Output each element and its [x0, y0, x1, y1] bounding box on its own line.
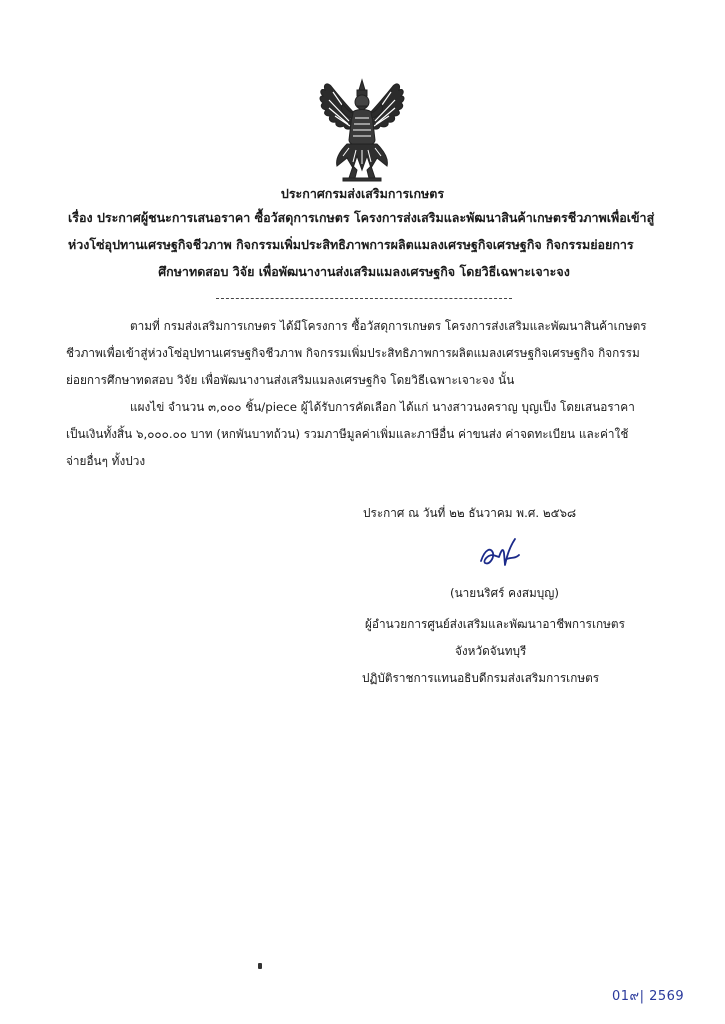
handwritten-number: 01๙| 2569	[612, 989, 685, 1004]
subject-line-3: ศึกษาทดสอบ วิจัย เพื่อพัฒนางานส่งเสริมแมลงเศรษฐกิจ โดยวิธีเฉพาะเจาะจง	[158, 264, 570, 279]
garuda-emblem-icon	[313, 78, 411, 182]
announce-date: ประกาศ ณ วันที่ ๒๒ ธันวาคม พ.ศ. ๒๕๖๘	[363, 506, 577, 520]
ink-mark	[258, 963, 262, 969]
body-p1-line1: ตามที่ กรมส่งเสริมการเกษตร ได้มีโครงการ ซื้อวัสดุการเกษตร โครงการส่งเสริมและพัฒนาสินค้าเกษตร	[130, 319, 647, 333]
body-p2-line2: เป็นเงินทั้งสิ้น ๖,๐๐๐.๐๐ บาท (หกพันบาทถ้วน) รวมภาษีมูลค่าเพิ่มและภาษีอื่น ค่าขนส่ง ค่าจดทะเบียน และค่าใช้	[66, 427, 629, 441]
subject-line-2: ห่วงโซ่อุปทานเศรษฐกิจชีวภาพ กิจกรรมเพิ่มประสิทธิภาพการผลิตแมลงเศรษฐกิจเศรษฐกิจ กิจกรรมย่อยการ	[68, 237, 634, 252]
signer-position-1: ผู้อำนวยการศูนย์ส่งเสริมและพัฒนาอาชีพการเกษตร	[365, 617, 625, 631]
signature-image	[477, 535, 525, 571]
subject-line-1: เรื่อง ประกาศผู้ชนะการเสนอราคา ซื้อวัสดุการเกษตร โครงการส่งเสริมและพัฒนาสินค้าเกษตรชีวภาพเพื่อเข้าสู่	[68, 210, 655, 225]
body-p1-line2: ชีวภาพเพื่อเข้าสู่ห่วงโซ่อุปทานเศรษฐกิจชีวภาพ กิจกรรมเพิ่มประสิทธิภาพการผลิตแมลงเศรษฐกิจเศรษฐกิจ กิจกรรม	[66, 346, 640, 360]
body-p2-line1: แผงไข่ จำนวน ๓,๐๐๐ ชิ้น/piece ผู้ได้รับการคัดเลือก ได้แก่ นางสาวนงคราญ บุญเป็ง โดยเสนอราคา	[130, 400, 635, 414]
signer-name: (นายนริศร์ คงสมบุญ)	[450, 586, 559, 600]
divider-line	[216, 298, 512, 299]
body-p1-line3: ย่อยการศึกษาทดสอบ วิจัย เพื่อพัฒนางานส่งเสริมแมลงเศรษฐกิจ โดยวิธีเฉพาะเจาะจง นั้น	[66, 373, 515, 387]
agency-title: ประกาศกรมส่งเสริมการเกษตร	[280, 186, 445, 201]
body-p2-line3: จ่ายอื่นๆ ทั้งปวง	[66, 454, 146, 468]
signer-position-2: จังหวัดจันทบุรี	[455, 644, 527, 658]
signer-position-3: ปฏิบัติราชการแทนอธิบดีกรมส่งเสริมการเกษตร	[362, 671, 600, 685]
